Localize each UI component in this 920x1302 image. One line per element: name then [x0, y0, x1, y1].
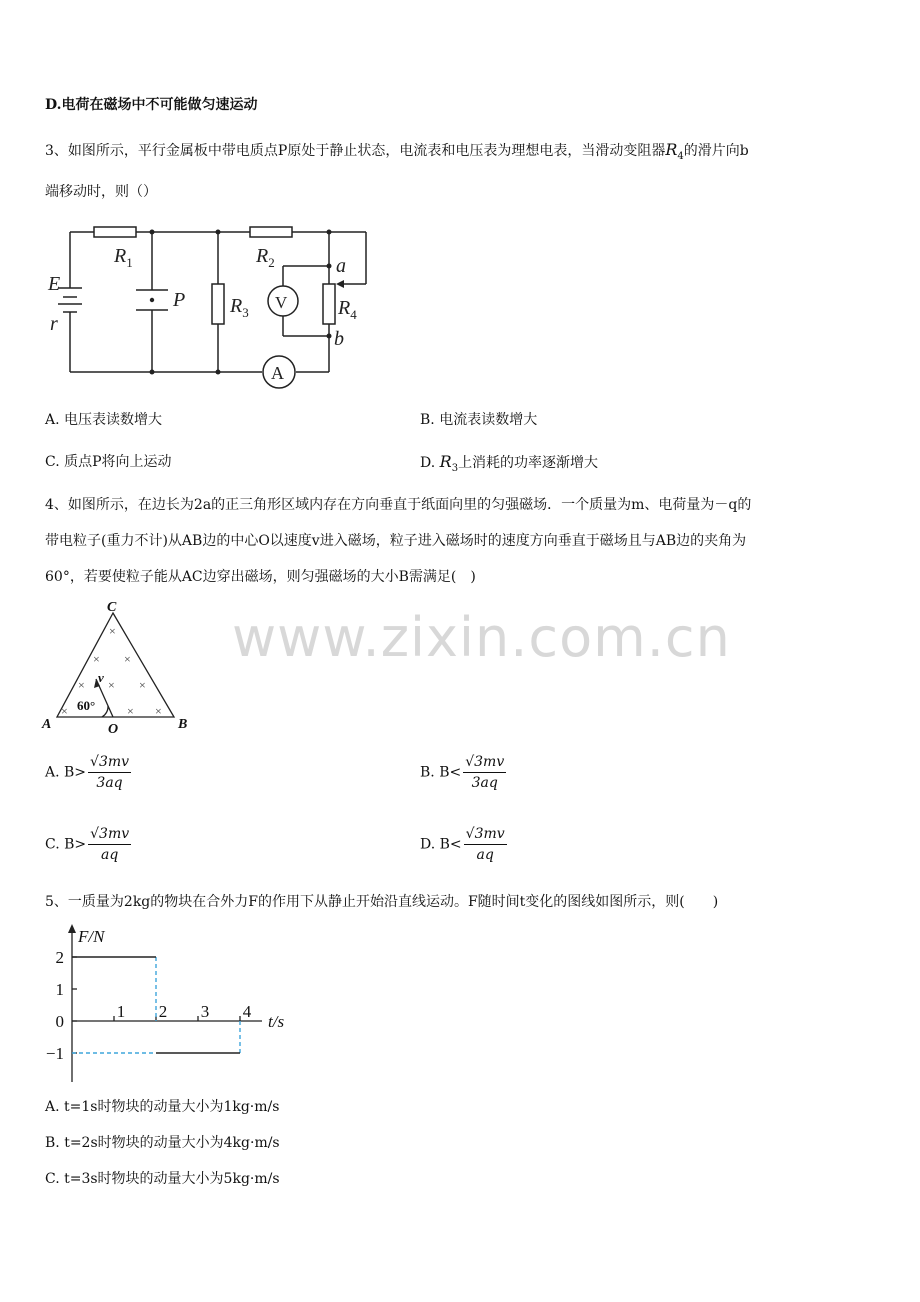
label-P: P	[173, 289, 186, 311]
field-mark: ×	[124, 652, 131, 666]
label-r: r	[50, 313, 58, 335]
x-tick-label: 4	[242, 1002, 252, 1021]
triangle-field-diagram	[40, 596, 200, 736]
q5-option-b[interactable]: B. t=2s时物块的动量大小为4kg·m/s	[45, 1135, 280, 1151]
label-R3: $R_3$	[230, 295, 249, 320]
q3-option-a[interactable]: A. 电压表读数增大	[45, 412, 163, 428]
q4-stem-1: 4、如图所示，在边长为2a的正三角形区域内存在方向垂直于纸面向里的匀强磁场．一个质量为m、电荷量为－q的	[45, 497, 752, 513]
label-R2: $R_2$	[256, 245, 275, 270]
q3-stem-r4: R	[665, 140, 678, 159]
point-O: O	[108, 722, 119, 737]
field-mark: ×	[61, 704, 68, 718]
circuit-diagram	[40, 220, 380, 395]
y-axis-arrow	[68, 924, 76, 933]
label-b: b	[334, 328, 344, 350]
q3-stem: 3、如图所示，平行金属板中带电质点P原处于静止状态，电流表和电压表为理想电表，当滑动变阻器$R_4$的滑片向b	[45, 140, 749, 162]
angle-label: 60°	[77, 698, 96, 713]
y-tick-label: 2	[55, 948, 64, 967]
y-axis-label: F/N	[78, 927, 105, 946]
field-mark: ×	[78, 678, 85, 692]
x-axis-label: t/s	[268, 1012, 285, 1031]
q5-stem: 5、一质量为2kg的物块在合外力F的作用下从静止开始沿直线运动。F随时间t变化的图线如图所示，则( )	[45, 894, 719, 910]
label-a: a	[336, 255, 346, 277]
field-mark: ×	[139, 678, 146, 692]
vertex-B: B	[178, 717, 188, 732]
q4-stem-2: 带电粒子(重力不计)从AB边的中心O以速度v进入磁场，粒子进入磁场时的速度方向垂直于磁场且与AB边的夹角为	[45, 533, 747, 549]
voltmeter-V: V	[275, 293, 288, 312]
q4-option-d[interactable]: D. B< $\frac{√3mv}{aq}$	[420, 826, 505, 863]
q4-option-a[interactable]: A. B> $\frac{√3mv}{3aq}$	[45, 754, 130, 791]
x-tick-label: 2	[158, 1002, 168, 1021]
q2-option-d: D.电荷在磁场中不可能做匀速运动	[45, 97, 258, 113]
velocity-v: v	[98, 670, 104, 685]
field-mark: ×	[127, 704, 134, 718]
q4-option-c[interactable]: C. B> $\frac{√3mv}{aq}$	[45, 826, 130, 863]
field-mark: ×	[155, 704, 162, 718]
label-R4: $R_4$	[338, 297, 357, 322]
vertex-A: A	[42, 717, 52, 732]
x-tick-label: 3	[200, 1002, 210, 1021]
force-time-chart	[30, 920, 300, 1085]
q4-stem-3: 60°，若要使粒子能从AC边穿出磁场，则匀强磁场的大小B需满足( )	[45, 569, 476, 585]
field-mark: ×	[108, 678, 115, 692]
q5-option-c[interactable]: C. t=3s时物块的动量大小为5kg·m/s	[45, 1171, 280, 1187]
ammeter-A: A	[271, 363, 284, 383]
q3-option-d[interactable]: D. $R_3$上消耗的功率逐渐增大	[420, 452, 599, 474]
q3-option-c[interactable]: C. 质点P将向上运动	[45, 454, 172, 470]
field-mark: ×	[109, 624, 116, 638]
watermark: www.zixin.com.cn	[232, 606, 731, 669]
y-tick-label: 1	[55, 980, 64, 999]
label-E: E	[48, 273, 61, 295]
q5-option-a[interactable]: A. t=1s时物块的动量大小为1kg·m/s	[45, 1099, 280, 1115]
y-tick-label: 0	[55, 1012, 64, 1031]
vertex-C: C	[107, 600, 117, 615]
q3-stem-end: 端移动时，则（）	[45, 184, 157, 200]
x-tick-label: 1	[116, 1002, 126, 1021]
q4-option-b[interactable]: B. B< $\frac{√3mv}{3aq}$	[420, 754, 505, 791]
field-mark: ×	[93, 652, 100, 666]
label-R1: $R_1$	[114, 245, 133, 270]
q3-option-b[interactable]: B. 电流表读数增大	[420, 412, 538, 428]
y-tick-label: −1	[45, 1044, 64, 1063]
